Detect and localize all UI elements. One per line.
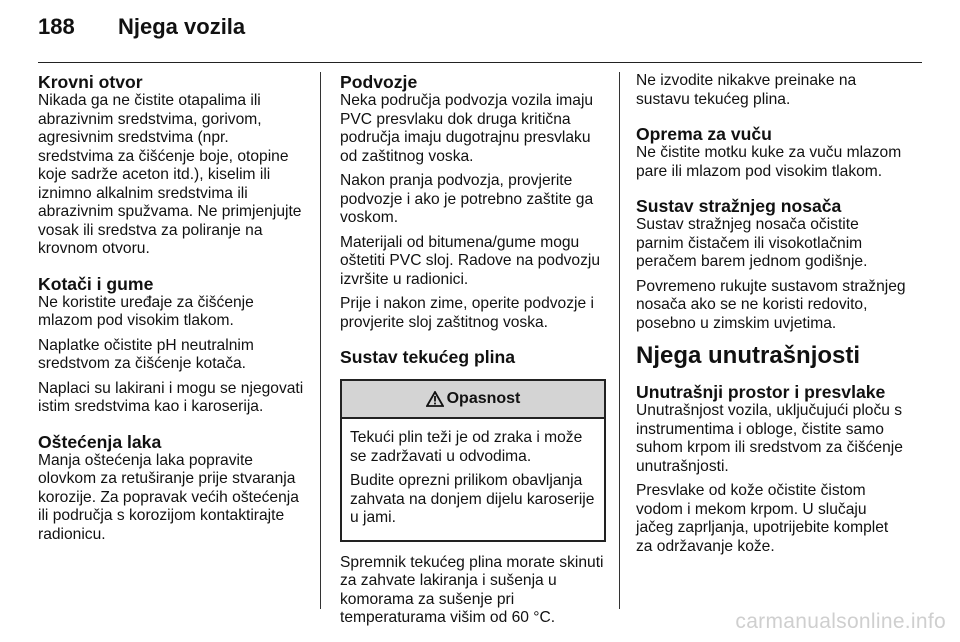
section-heading-interior-upholstery: Unutrašnji prostor i presvlake: [636, 382, 886, 402]
watermark: carmanualsonline.info: [735, 610, 946, 633]
paragraph: Naplaci su lakirani i mogu se njegovati istim sredstvima kao i karoserija.: [38, 379, 304, 415]
paragraph: Nikada ga ne čistite otapalima ili abrazivnim sredstvima, gorivom, agresivnim sredstvima (npr. sredstvima za čišćenje boje, otopine koje sadrže aceton itd.), kiselim ili iznimno alkalnim sredstvima ili abrazivnim spužvama. Ne primjenjujte vosak ili sredstva za poliranje na krovnom otvoru.: [38, 92, 302, 257]
paragraph: Manja oštećenja laka popravite olovkom za retuširanje prije stvaranja korozije. Za popravak većih oštećenja ili područja s korozijom kontaktirajte radionicu.: [38, 451, 299, 543]
column-2: [340, 72, 606, 634]
paragraph: Neka područja podvozja vozila imaju PVC presvlaku dok druga kritična područja imaju dugotrajnu presvlaku od zaštitnog voska.: [340, 92, 594, 165]
paragraph: Naplatke očistite pH neutralnim sredstvom za čišćenje kotača.: [38, 336, 254, 372]
column-3: [636, 72, 906, 562]
paragraph: Ne izvodite nikakve preinake na sustavu tekućeg plina.: [636, 72, 857, 108]
paragraph: Materijali od bitumena/gume mogu oštetiti PVC sloj. Radove na podvozju izvršite u radionici.: [340, 233, 601, 288]
section-heading-towing-equipment: Oprema za vuču: [636, 124, 772, 144]
warning-header: [342, 381, 604, 419]
column-divider-2: [619, 72, 620, 609]
column-divider-1: [320, 72, 321, 609]
paragraph: Sustav stražnjeg nosača očistite parnim čistačem ili visokotlačnim peračem barem jednom godišnje.: [636, 216, 868, 270]
paragraph: Prije i nakon zime, operite podvozje i provjerite sloj zaštitnog voska.: [340, 295, 594, 331]
section-heading-rear-carrier: Sustav stražnjeg nosača: [636, 196, 842, 216]
column-1: [38, 72, 306, 550]
paragraph: Povremeno rukujte sustavom stražnjeg nosača ako se ne koristi redovito, posebno u zimskim uvjetima.: [636, 277, 906, 332]
page-header: [38, 14, 245, 54]
paragraph: Spremnik tekućeg plina morate skinuti za zahvate lakiranja i sušenja u komorama za sušenje pri temperaturama višim od 60 °C.: [340, 553, 604, 626]
paragraph: Ne koristite uređaje za čišćenje mlazom pod visokim tlakom.: [38, 293, 254, 329]
section-heading-underbody: Podvozje: [340, 72, 418, 92]
section-heading-sunroof: Krovni otvor: [38, 72, 143, 92]
warning-paragraph: Budite oprezni prilikom obavljanja zahvata na donjem dijelu karoserije u jami.: [350, 472, 595, 526]
paragraph: Ne čistite motku kuke za vuču mlazom pare ili mlazom pod visokim tlakom.: [636, 144, 902, 180]
paragraph: Nakon pranja podvozja, provjerite podvozje i ako je potrebno zaštite ga voskom.: [340, 172, 594, 226]
page-number: 188: [38, 14, 75, 39]
section-heading-lpg-system: Sustav tekućeg plina: [340, 347, 516, 367]
danger-warning-box: [340, 379, 606, 542]
warning-paragraph: Tekući plin teži je od zraka i može se zadržavati u odvodima.: [350, 429, 583, 465]
paragraph: Unutrašnjost vozila, uključujući ploču s instrumentima i obloge, čistite samo suhom krpom ili sredstvom za čišćenje unutrašnjosti.: [636, 402, 903, 475]
header-divider: [38, 62, 922, 63]
paragraph: Presvlake od kože očistite čistom vodom i mekom krpom. U slučaju jačeg zaprljanja, upotrijebite komplet za održavanje kože.: [636, 482, 889, 555]
page-title: Njega vozila: [118, 14, 246, 39]
chapter-heading-interior-care: Njega unutrašnjosti: [636, 342, 861, 369]
section-heading-wheels-tyres: Kotači i gume: [38, 273, 154, 294]
warning-triangle-icon: [426, 391, 444, 407]
section-heading-paint-damage: Oštećenja laka: [38, 431, 162, 452]
warning-title: Opasnost: [446, 389, 521, 407]
warning-body: [342, 419, 604, 540]
